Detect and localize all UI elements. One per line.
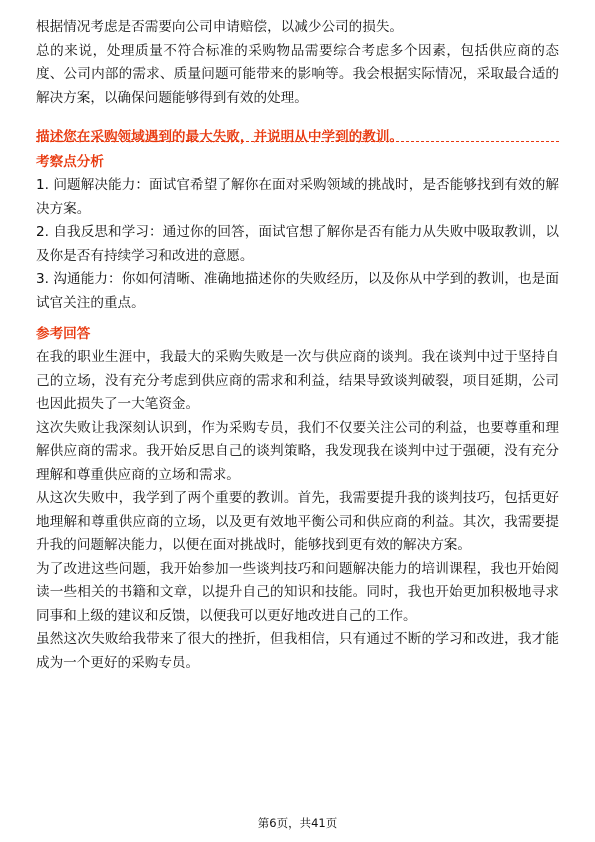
intro-paragraph-1: 根据情况考虑是否需要向公司申请赔偿，以减少公司的损失。 [36, 19, 404, 35]
analysis-item-2: 2. 自我反思和学习：通过你的回答，面试官想了解你是否有能力从失败中吸取教训，以及你是否有持续学习和改进的意愿。 [36, 224, 559, 264]
analysis-item-3: 3. 沟通能力：你如何清晰、准确地描述你的失败经历，以及你从中学到的教训，也是面试官关注的重点。 [36, 271, 559, 311]
answer-paragraph-5: 虽然这次失败给我带来了很大的挫折，但我相信，只有通过不断的学习和改进，我才能成为一个更好的采购专员。 [36, 631, 559, 671]
page-content [36, 16, 559, 675]
section-gap [36, 110, 559, 126]
analysis-item-1: 1. 问题解决能力：面试官希望了解你在面对采购领域的挑战时，是否能够找到有效的解决方案。 [36, 177, 559, 217]
intro-paragraph-2: 总的来说，处理质量不符合标准的采购物品需要综合考虑多个因素，包括供应商的态度、公司内部的需求、质量问题可能带来的影响等。我会根据实际情况，采取最合适的解决方案，以确保问题能够得到有效的处理。 [36, 42, 559, 106]
page-number-footer: 第6页，共41页 [257, 816, 338, 830]
analysis-heading: 考察点分析 [36, 154, 104, 170]
section-divider [36, 141, 559, 142]
answer-paragraph-2: 这次失败让我深刻认识到，作为采购专员，我们不仅要关注公司的利益，也要尊重和理解供应商的需求。我开始反思自己的谈判策略，我发现我在谈判中过于强硬，没有充分理解和尊重供应商的立场和需求。 [36, 419, 559, 483]
answer-paragraph-3: 从这次失败中，我学到了两个重要的教训。首先，我需要提升我的谈判技巧，包括更好地理解和尊重供应商的立场，以及更有效地平衡公司和供应商的利益。其次，我需要提升我的问题解决能力，以便在面对挑战时，能够找到更有效的解决方案。 [36, 490, 559, 553]
answer-paragraph-4: 为了改进这些问题，我开始参加一些谈判技巧和问题解决能力的培训课程，我也开始阅读一些相关的书籍和文章，以提升自己的知识和技能。同时，我也开始更加积极地寻求同事和上级的建议和反馈，以便我可以更好地改进自己的工作。 [36, 560, 559, 624]
question-title: 描述您在采购领域遇到的最大失败，并说明从中学到的教训。 [36, 129, 404, 145]
answer-paragraph-1: 在我的职业生涯中，我最大的采购失败是一次与供应商的谈判。我在谈判中过于坚持自己的立场，没有充分考虑到供应商的需求和利益，结果导致谈判破裂，项目延期，公司也因此损失了一大笔资金。 [36, 349, 559, 412]
answer-heading: 参考回答 [36, 326, 91, 342]
